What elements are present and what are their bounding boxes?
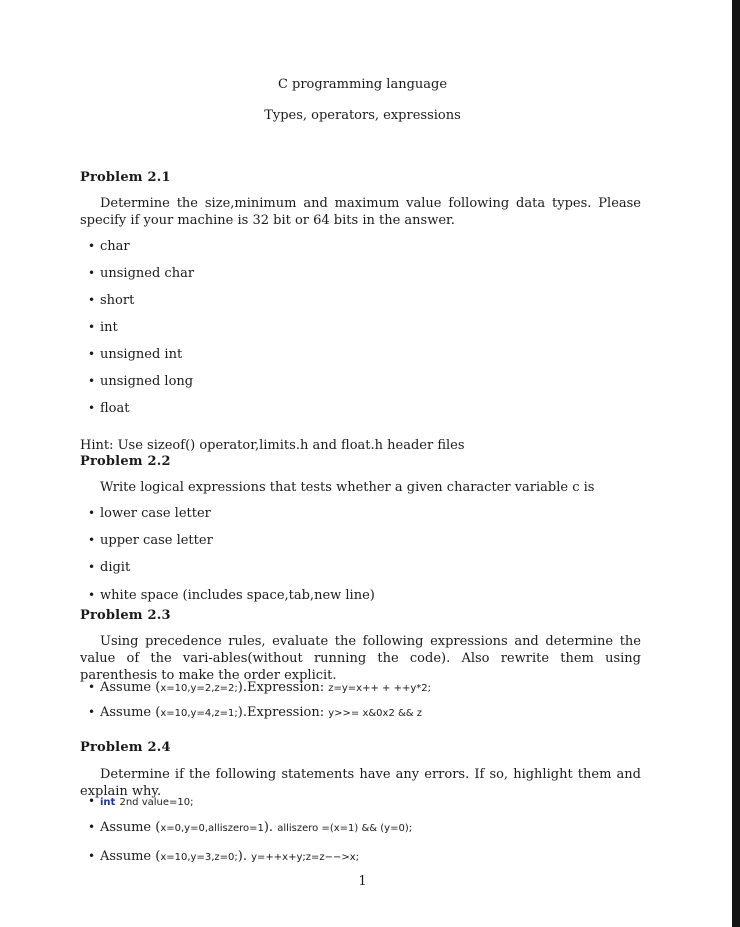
code-statement: alliszero =(x=1) && (y=0); bbox=[277, 823, 413, 834]
document-title: C programming language bbox=[277, 77, 448, 92]
code-keyword: int bbox=[100, 797, 116, 808]
code-assignment: x=10,y=2,z=2; bbox=[160, 683, 238, 694]
code-assignment: x=10,y=3,z=0; bbox=[160, 852, 238, 863]
list-item: • lower case letter bbox=[100, 506, 211, 521]
code-statement: y=++x+y;z=z−−>x; bbox=[251, 852, 360, 863]
list-item: • Assume (x=10,y=2,z=2;).Expression: z=y=x++ + ++y*2; bbox=[100, 680, 431, 695]
list-item: • unsigned long bbox=[100, 374, 193, 389]
list-item: • unsigned char bbox=[100, 266, 194, 281]
code-statement: 2nd value=10; bbox=[119, 797, 194, 808]
problem-2-3-heading: Problem 2.3 bbox=[80, 608, 171, 623]
assume-label: Assume bbox=[100, 820, 152, 835]
problem-2-2-text: Write logical expressions that tests whether a given character variable c is bbox=[100, 480, 595, 495]
list-item: • Assume (x=10,y=4,z=1;).Expression: y>>= x&0x2 && z bbox=[100, 705, 422, 720]
problem-2-4-heading: Problem 2.4 bbox=[80, 740, 171, 755]
list-item: • char bbox=[100, 239, 130, 254]
assume-label: Assume bbox=[100, 705, 152, 720]
expression-label: ).Expression: bbox=[237, 680, 325, 695]
expression-label: ).Expression: bbox=[237, 705, 325, 720]
problem-2-2-heading: Problem 2.2 bbox=[80, 454, 171, 469]
problem-2-4-text: Determine if the following statements have any errors. If so, highlight them and explain why. bbox=[80, 767, 641, 799]
problem-2-1-heading: Problem 2.1 bbox=[80, 170, 171, 185]
list-item: • white space (includes space,tab,new line) bbox=[100, 588, 375, 603]
list-item: • upper case letter bbox=[100, 533, 213, 548]
list-item bbox=[100, 794, 193, 809]
close-paren: ). bbox=[237, 849, 247, 864]
list-item: • Assume (x=0,y=0,alliszero=1). alliszero =(x=1) && (y=0); bbox=[100, 820, 412, 835]
problem-2-1-text: Determine the size,minimum and maximum value following data types. Please specify if your machine is 32 bit or 64 bits in the answer. bbox=[80, 196, 641, 228]
assume-label: Assume bbox=[100, 849, 152, 864]
page-edge bbox=[732, 0, 740, 927]
assume-label: Assume bbox=[100, 680, 152, 695]
list-item: • float bbox=[100, 401, 129, 416]
code-expression: y>>= x&0x2 && z bbox=[328, 708, 423, 719]
list-item: • digit bbox=[100, 560, 130, 575]
list-item: • int bbox=[100, 320, 118, 335]
hint-text: Hint: Use sizeof() operator,limits.h and float.h header files bbox=[80, 438, 465, 453]
code-assignment: x=0,y=0,alliszero=1 bbox=[160, 823, 264, 834]
list-item: • short bbox=[100, 293, 134, 308]
list-item: • unsigned int bbox=[100, 347, 182, 362]
problem-2-3-text: Using precedence rules, evaluate the following expressions and determine the value of the vari-ables(without running the code). Also rewrite them using parenthesis to make the order explicit. bbox=[80, 634, 641, 683]
list-item: • Assume (x=10,y=3,z=0;). y=++x+y;z=z−−>x; bbox=[100, 849, 359, 864]
code-expression: z=y=x++ + ++y*2; bbox=[328, 683, 431, 694]
code-assignment: x=10,y=4,z=1; bbox=[160, 708, 238, 719]
document-subtitle: Types, operators, expressions bbox=[264, 108, 461, 123]
close-paren: ). bbox=[263, 820, 274, 835]
page-number: 1 bbox=[358, 874, 367, 889]
